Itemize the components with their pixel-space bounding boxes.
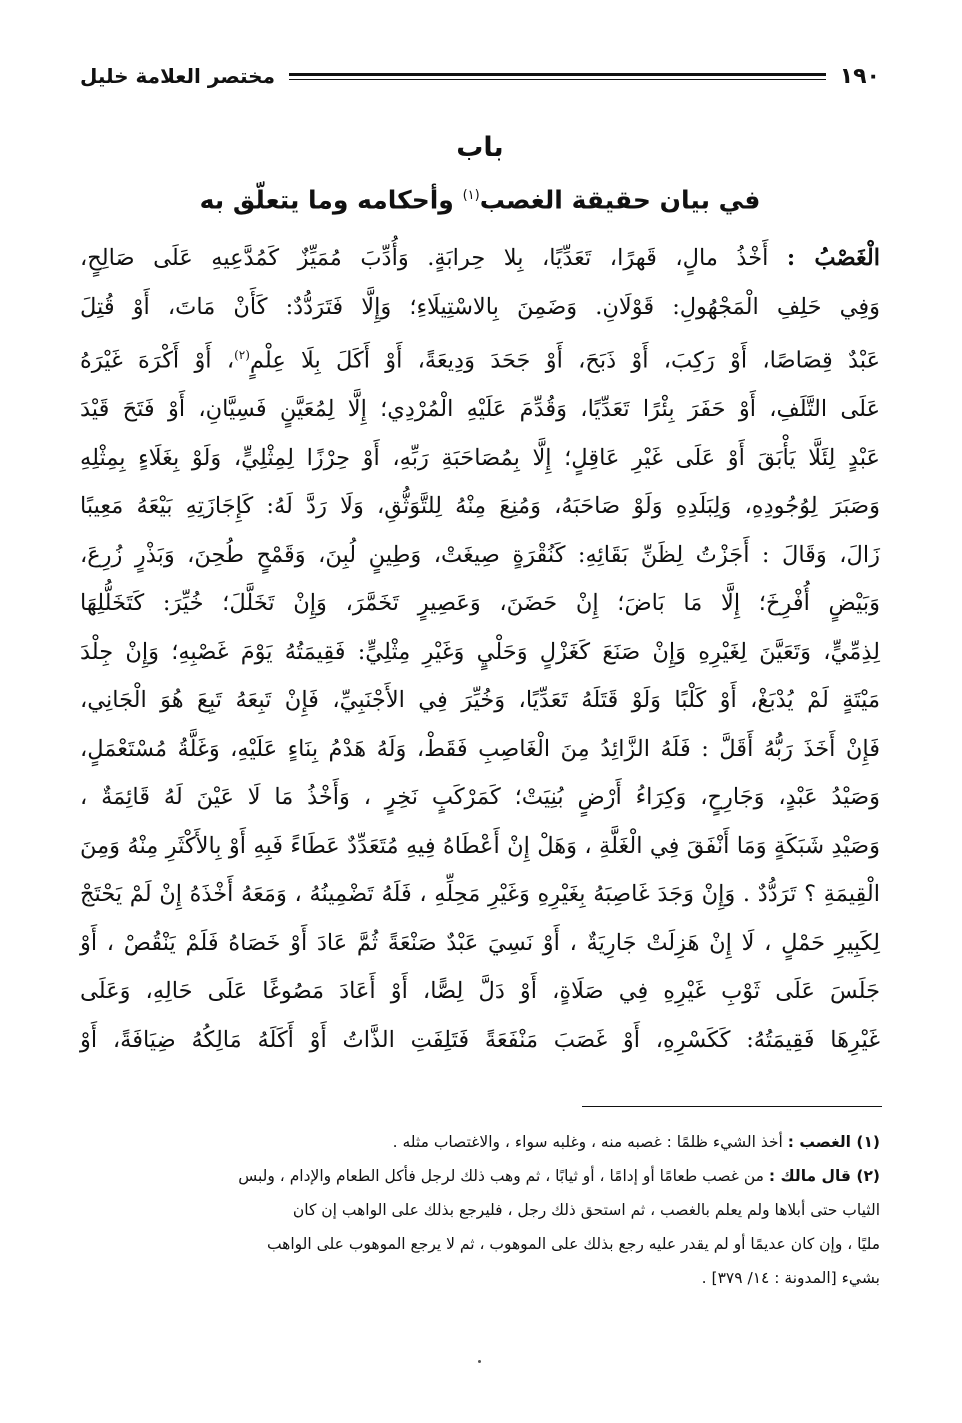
chapter-title-main: في بيان حقيقة الغصب	[479, 185, 761, 215]
footnote-1	[80, 1126, 880, 1158]
footnote-2-continuation-3: بشيء [المدونة : ١٤/ ٣٧٩] .	[701, 1269, 880, 1287]
text-line-1	[80, 234, 880, 283]
text-line-16: جَلَسَ عَلَى ثَوْبِ غَيْرِهِ فِي صَلَاةٍ، أَوْ دَلَّ لِصًّا، أَوْ أَعَادَ مَصُوغًا عَلَى حَالِهِ، وَعَلَى	[80, 978, 880, 1004]
chapter-label: باب	[456, 132, 504, 163]
text-line-15: لِكَبِيرِ حَمْلٍ ، لَا إِنْ هَزِلَتْ جَارِيَةٌ ، أَوْ نَسِيَ عَبْدٌ صَنْعَةً ثُمَّ عَادَ أَوْ خَصَاهُ فَلَمْ يَنْقُصْ ، أَوْ	[80, 929, 880, 956]
text-line-6: وَصَبَرَ لِوُجُودِهِ، وَلِبَلَدِهِ وَلَوْ صَاحَبَهُ، وَمُنِعَ مِنْهُ لِلتَّوَثُّقِ، وَلَا رَدَّ لَهُ: كَإِجَازَتِهِ بَيْعَهُ مَعِيبًا	[80, 493, 880, 519]
footnotes	[80, 1126, 880, 1296]
text-line-3-content: عَبْدٌ قِصَاصًا، أَوْ رَكِبَ، أَوْ ذَبَحَ، أَوْ جَحَدَ وَدِيعَةً، أَوْ أَكَلَ بِلَا عِلْمٍ	[249, 347, 880, 374]
page-number: ١٩٠	[839, 63, 880, 89]
text-line-3-tail: ، أَوْ أَكْرَهَ غَيْرَهُ	[80, 347, 235, 374]
text-line-7: زَالَ، وَقَالَ : أَجَزْتُ لِظَنِّ بَقَائِهِ: كَنُقْرَةٍ صِيغَتْ، وَطِينٍ لُبِنَ، وَقَمْحٍ طُحِنَ، وَبَذْرٍ زُرِعَ،	[80, 541, 880, 568]
footnote-separator	[582, 1106, 882, 1107]
footnote-2-continuation-2: مليًا ، وإن كان عديمًا أو لم يقدر عليه رجع بذلك على الموهوب ، ثم لا يرجع الموهوب على الواهب	[266, 1235, 880, 1253]
text-line-10: مَيْتَةٍ لَمْ يُدْبَغْ، أَوْ كَلْبًا وَلَوْ قَتَلَهُ تَعَدِّيًا، وَخُيِّرَ فِي الأَجْنَبِيِّ، فَإِنْ تَبِعَهُ تَبِعَ هُوَ الْجَانِي،	[80, 687, 880, 713]
book-title: مختصر العلامة خليل	[80, 64, 275, 88]
lead-term: الْغَصْبُ :	[786, 245, 880, 271]
footnote-ref-1: (١)	[462, 188, 480, 203]
chapter-title	[80, 172, 880, 224]
text-line-2: وَفِي حَلِفِ الْمَجْهُولِ: قَوْلَانِ. وَضَمِنَ بِالاسْتِيلَاءِ؛ وَإِلَّا فَتَرَدُّدٌ: كَأَنْ مَاتَ، أَوْ قُتِلَ	[80, 293, 880, 320]
chapter-heading	[80, 128, 880, 224]
print-dot	[478, 1360, 481, 1363]
text-line-1-content: أَخْذُ مالٍ، قَهرًا، تَعَدِّيًا، بِلا حِرابَةٍ. وَأُدِّبَ مُمَيِّزٌ كَمُدَّعِيهِ عَلَى صَالِحٍ،	[80, 245, 769, 271]
text-line-11: فَإِنْ أَخَذَ رَبُّهُ أَقَلَّ : فَلَهُ الزَّائِدُ مِنَ الْغَاصِبِ فَقَطْ، وَلَهُ هَدْمُ بِنَاءٍ عَلَيْهِ، وَغَلَّةُ مُسْتَعْمَلٍ،	[80, 735, 880, 762]
text-line-9: لِذِمِّيٍّ، وَتَعَيَّنَ لِغَيْرِهِ وَإِنْ صَنَعَ كَغَزْلٍ وَحَلْيٍ وَغَيْرِ مِثْلِيٍّ: فَقِيمَتُهُ يَوْمَ غَصْبِهِ؛ وَإِنْ جِلْدَ	[80, 638, 880, 665]
footnote-1-text: أخذ الشيء ظلمًا : غصبه منه ، وغلبه سواء ، والاغتصاب مثله .	[392, 1133, 783, 1151]
footnote-2	[80, 1160, 880, 1192]
footnote-2-label: (٢) قال مالك :	[768, 1167, 880, 1185]
main-text	[80, 234, 880, 1064]
header-rule	[289, 73, 826, 80]
text-line-17: غَيْرِهَا فَقِيمَتُهُ: كَكَسْرِهِ، أَوْ غَصَبَ مَنْفَعَةً فَتَلِفَتِ الذَّاتُ أَوْ أَكَلَهُ مَالِكُهُ ضِيَافَةً، أَوْ	[80, 1026, 880, 1053]
chapter-title-rest: وأحكامه وما يتعلّق به	[199, 185, 454, 215]
text-line-8: وَبَيْضٍ أُفْرِخَ؛ إِلَّا مَا بَاضَ؛ إِنْ حَضَنَ، وَعَصِيرٍ تَخَمَّرَ، وَإِنْ تَخَلَّلَ؛ خُيِّرَ: كَتَخَلُّلِهَا	[80, 590, 880, 616]
text-line-4: عَلَى التَّلَفِ، أَوْ حَفَرَ بِئْرًا تَعَدِّيًا، وَقُدِّمَ عَلَيْهِ الْمُرْدِي؛ إِلَّا لِمُعَيَّنٍ فَسِيَّانِ، أَوْ فَتَحَ قَيْدَ	[80, 396, 880, 422]
footnote-2-text: من غصب طعامًا أو إدامًا ، أو ثيابًا ، ثم وهب ذلك لرجل فأكل الطعام والإدام ، ولبس	[238, 1167, 764, 1185]
text-line-13: وَصَيْدِ شَبَكَةٍ وَمَا أَنْفَقَ فِي الْغَلَّةِ ، وَهَلْ إِنْ أَعْطَاهُ فِيهِ مُتَعَدِّدٌ عَطَاءً فَبِهِ أَوْ بِالأَكْثَرِ مِنْهُ وَمِنَ	[80, 832, 880, 859]
text-line-14: الْقِيمَةِ ؟ تَرَدُّدٌ . وَإِنْ وَجَدَ غَاصِبَهُ بِغَيْرِهِ وَغَيْرِ مَحِلِّهِ ، فَلَهُ تَضْمِينُهُ ، وَمَعَهُ أَخْذَهُ إِنْ لَمْ يَحْتَجْ	[80, 881, 880, 907]
text-line-12: وَصَيْدُ عَبْدٍ، وَجَارِحٍ، وَكِرَاءُ أَرْضٍ بُنِيَتْ؛ كَمَرْكَبٍ نَخِرٍ ، وَأَخْذُ مَا لَا عَيْنَ لَهُ قَائِمَةٌ ،	[80, 784, 880, 810]
footnote-2-continuation-1: الثياب حتى أبلاها ولم يعلم بالغصب ، ثم استحق ذلك رجل ، فليرجع بذلك على الواهب إن كان	[292, 1201, 880, 1219]
footnote-ref-2: (٢)	[234, 348, 250, 362]
footnote-1-label: (١) الغصب :	[787, 1133, 880, 1151]
text-line-3	[80, 331, 880, 385]
text-line-5: عَبْدٍ لِئَلَّا يَأْبَقَ أَوْ عَلَى غَيْرِ عَاقِلٍ؛ إِلَّا بِمُصَاحَبَةِ رَبِّهِ، أَوْ حِرْزًا لِمِثْلِيٍّ، وَلَوْ بِغَلَاءٍ بِمِثْلِهِ	[80, 444, 880, 471]
running-header	[80, 58, 880, 94]
